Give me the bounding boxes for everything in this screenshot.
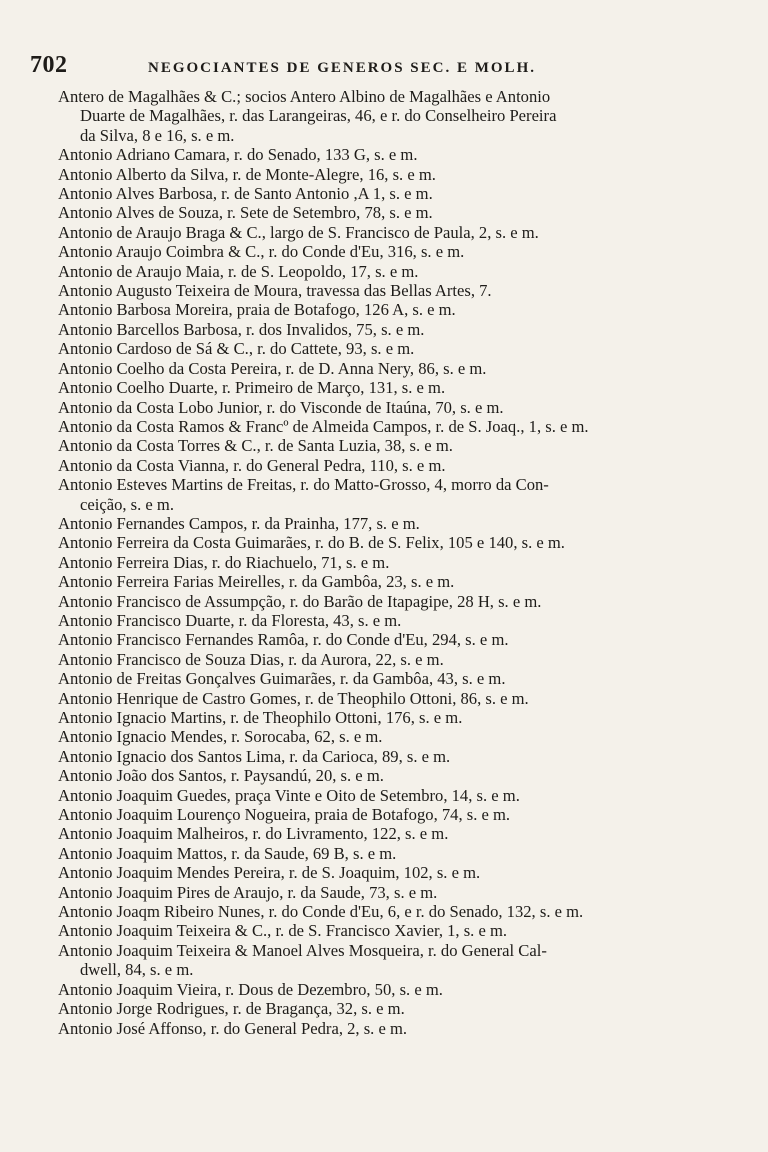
list-item: [58, 456, 708, 475]
entry-line: Antonio Joaquim Malheiros, r. do Livramento, 122, s. e m.: [58, 824, 449, 844]
list-item: [58, 572, 708, 591]
list-item: [58, 689, 708, 708]
list-item: [58, 165, 708, 184]
entry-line: Antonio Alves Barbosa, r. de Santo Antonio ,A 1, s. e m.: [58, 184, 433, 204]
list-item: [58, 999, 708, 1018]
list-item: [58, 223, 708, 242]
entry-line: Antonio Joaquim Vieira, r. Dous de Dezembro, 50, s. e m.: [58, 979, 443, 999]
entry-line: Antonio Alberto da Silva, r. de Monte-Alegre, 16, s. e m.: [58, 164, 436, 184]
entry-line: Antonio Joaquim Mendes Pereira, r. de S. Joaquim, 102, s. e m.: [58, 863, 481, 883]
entry-line: Antonio da Costa Vianna, r. do General Pedra, 110, s. e m.: [58, 455, 446, 475]
entry-line: Antonio Cardoso de Sá & C., r. do Cattete, 93, s. e m.: [58, 339, 415, 359]
entry-line: Antonio Adriano Camara, r. do Senado, 133 G, s. e m.: [58, 145, 418, 165]
entry-line: Antonio Joaquim Teixeira & Manoel Alves Mosqueira, r. do General Cal-: [58, 940, 547, 960]
list-item: [58, 708, 708, 727]
list-item: [58, 786, 708, 805]
list-item: [58, 592, 708, 611]
entry-line: Antonio José Affonso, r. do General Pedra, 2, s. e m.: [58, 1018, 408, 1038]
list-item: [58, 553, 708, 572]
entry-line: Antonio Joaquim Pires de Araujo, r. da Saude, 73, s. e m.: [58, 882, 438, 902]
entry-line: Antonio da Costa Torres & C., r. de Santa Luzia, 38, s. e m.: [58, 436, 453, 456]
entry-line: Antonio Ignacio Martins, r. de Theophilo Ottoni, 176, s. e m.: [58, 708, 463, 727]
entry-line: Antonio Fernandes Campos, r. da Prainha, 177, s. e m.: [58, 513, 420, 533]
entry-line: Antonio Augusto Teixeira de Moura, travessa das Bellas Artes, 7.: [58, 281, 492, 301]
list-item: [58, 921, 708, 940]
entry-line: Antonio Ferreira da Costa Guimarães, r. do B. de S. Felix, 105 e 140, s. e m.: [58, 533, 565, 553]
list-item: [58, 514, 708, 533]
merchant-list: [58, 87, 708, 1038]
entry-line: Antonio Joaquim Lourenço Nogueira, praia de Botafogo, 74, s. e m.: [58, 805, 511, 825]
list-item: [58, 941, 708, 980]
list-item: [58, 1019, 708, 1038]
list-item: [58, 824, 708, 843]
list-item: [58, 650, 708, 669]
entry-line: Antonio Barcellos Barbosa, r. dos Invalidos, 75, s. e m.: [58, 319, 425, 339]
entry-line: Antonio da Costa Ramos & Francº de Almeida Campos, r. de S. Joaq., 1, s. e m.: [58, 416, 589, 436]
list-item: [58, 417, 708, 436]
list-item: [58, 611, 708, 630]
entry-line: Antonio da Costa Lobo Junior, r. do Visconde de Itaúna, 70, s. e m.: [58, 397, 504, 417]
list-item: [58, 242, 708, 261]
list-item: [58, 980, 708, 999]
entry-line: Antonio Joaqm Ribeiro Nunes, r. do Conde d'Eu, 6, e r. do Senado, 132, s. e m.: [58, 902, 584, 922]
entry-continuation-line: ceição, s. e m.: [80, 494, 174, 514]
entry-line: Antero de Magalhães & C.; socios Antero Albino de Magalhães e Antonio: [58, 87, 551, 106]
list-item: [58, 184, 708, 203]
list-item: [58, 863, 708, 882]
entry-line: Antonio Joaquim Teixeira & C., r. de S. Francisco Xavier, 1, s. e m.: [58, 921, 508, 941]
entry-line: Antonio de Araujo Maia, r. de S. Leopoldo, 17, s. e m.: [58, 261, 419, 281]
list-item: [58, 87, 708, 145]
entry-line: Antonio Joaquim Mattos, r. da Saude, 69 B, s. e m.: [58, 843, 397, 863]
list-item: [58, 844, 708, 863]
list-item: [58, 475, 708, 514]
page-header: [30, 52, 730, 92]
entry-line: Antonio Alves de Souza, r. Sete de Setembro, 78, s. e m.: [58, 203, 433, 223]
entry-line: Antonio Coelho Duarte, r. Primeiro de Março, 131, s. e m.: [58, 378, 446, 398]
list-item: [58, 902, 708, 921]
entry-line: Antonio Ignacio dos Santos Lima, r. da Carioca, 89, s. e m.: [58, 746, 451, 766]
entry-continuation-line: dwell, 84, s. e m.: [80, 960, 194, 980]
entry-line: Antonio Jorge Rodrigues, r. de Bragança, 32, s. e m.: [58, 999, 405, 1019]
entry-line: Antonio Francisco de Souza Dias, r. da Aurora, 22, s. e m.: [58, 649, 444, 669]
list-item: [58, 320, 708, 339]
entry-continuation-line: Duarte de Magalhães, r. das Larangeiras, 46, e r. do Conselheiro Pereira: [80, 106, 557, 126]
list-item: [58, 630, 708, 649]
entry-line: Antonio de Freitas Gonçalves Guimarães, r. da Gambôa, 43, s. e m.: [58, 669, 506, 689]
list-item: [58, 203, 708, 222]
list-item: [58, 436, 708, 455]
list-item: [58, 533, 708, 552]
entry-line: Antonio de Araujo Braga & C., largo de S. Francisco de Paula, 2, s. e m.: [58, 222, 539, 242]
list-item: [58, 669, 708, 688]
list-item: [58, 747, 708, 766]
list-item: [58, 805, 708, 824]
entry-line: Antonio Henrique de Castro Gomes, r. de Theophilo Ottoni, 86, s. e m.: [58, 688, 529, 708]
entry-line: Antonio Francisco de Assumpção, r. do Barão de Itapagipe, 28 H, s. e m.: [58, 591, 542, 611]
page-number: 702: [30, 52, 68, 78]
entry-line: Antonio Francisco Duarte, r. da Floresta, 43, s. e m.: [58, 610, 402, 630]
list-item: [58, 262, 708, 281]
entry-line: Antonio Ferreira Dias, r. do Riachuelo, 71, s. e m.: [58, 552, 390, 572]
entry-line: Antonio Esteves Martins de Freitas, r. do Matto-Grosso, 4, morro da Con-: [58, 475, 549, 495]
entry-line: Antonio Francisco Fernandes Ramôa, r. do Conde d'Eu, 294, s. e m.: [58, 630, 509, 650]
list-item: [58, 378, 708, 397]
entry-line: Antonio João dos Santos, r. Paysandú, 20, s. e m.: [58, 766, 384, 786]
list-item: [58, 766, 708, 785]
entry-line: Antonio Coelho da Costa Pereira, r. de D. Anna Nery, 86, s. e m.: [58, 358, 487, 378]
entry-line: Antonio Joaquim Guedes, praça Vinte e Oito de Setembro, 14, s. e m.: [58, 785, 520, 805]
list-item: [58, 339, 708, 358]
entry-line: Antonio Ignacio Mendes, r. Sorocaba, 62, s. e m.: [58, 727, 383, 747]
list-item: [58, 359, 708, 378]
running-title: NEGOCIANTES DE GENEROS SEC. E MOLH.: [148, 60, 536, 76]
entry-line: Antonio Barbosa Moreira, praia de Botafogo, 126 A, s. e m.: [58, 300, 456, 320]
list-item: [58, 145, 708, 164]
list-item: [58, 300, 708, 319]
list-item: [58, 883, 708, 902]
list-item: [58, 727, 708, 746]
list-item: [58, 398, 708, 417]
entry-line: Antonio Araujo Coimbra & C., r. do Conde d'Eu, 316, s. e m.: [58, 242, 465, 262]
entry-continuation-line: da Silva, 8 e 16, s. e m.: [80, 125, 235, 145]
list-item: [58, 281, 708, 300]
entry-line: Antonio Ferreira Farias Meirelles, r. da Gambôa, 23, s. e m.: [58, 572, 455, 592]
